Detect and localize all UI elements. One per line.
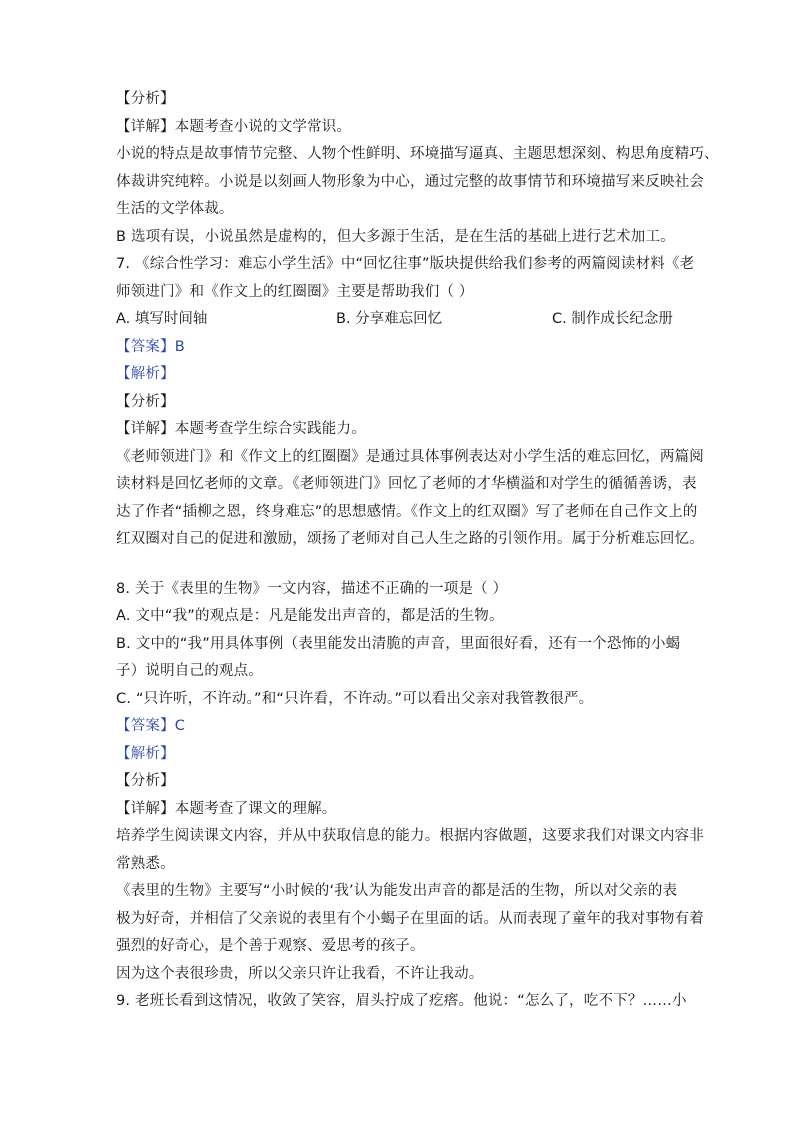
text-line: A. 文中“我”的观点是：凡是能发出声音的，都是活的生物。 xyxy=(116,608,504,624)
text-line: B. 文中的“我”用具体事例（表里能发出清脆的声音，里面很好看，还有一个恐怖的小蝎 xyxy=(116,635,681,652)
text-line: 常熟悉。 xyxy=(116,855,175,872)
option-c: C. 制作成长纪念册 xyxy=(552,311,673,327)
text-line: 极为好奇，并相信了父亲说的表里有个小蝎子在里面的话。从而表现了童年的我对事物有着 xyxy=(116,910,704,927)
option-a: A. 填写时间轴 xyxy=(116,311,208,327)
text-line: 【分析】 xyxy=(116,773,175,789)
option-b: B. 分享难忘回忆 xyxy=(336,311,443,327)
text-line: 体裁讲究纯粹。小说是以刻画人物形象为中心，通过完整的故事情节和环境描写来反映社会 xyxy=(116,173,704,190)
text-line: C. “只许听，不许动。”和“只许看，不许动。”可以看出父亲对我管教很严。 xyxy=(116,690,594,707)
paragraph-spacer xyxy=(116,556,678,578)
text-line: 红双圈对自己的促进和激励，颂扬了老师对自己人生之路的引领作用。属于分析难忘回忆。 xyxy=(116,531,704,547)
text-line: 9. 老班长看到这情况，收敛了笑容，眉头拧成了疙瘩。他说：“怎么了，吃不下？……小 xyxy=(116,993,687,1009)
answer-label: 【解析】 xyxy=(116,745,175,762)
text-line: 子）说明自己的观点。 xyxy=(116,663,263,679)
text-line: 师领进门》和《作文上的红圈圈》主要是帮助我们（ ） xyxy=(116,283,474,300)
text-line: 读材料是回忆老师的文章。《老师领进门》回忆了老师的才华横溢和对学生的循循善诱，表 xyxy=(116,476,697,492)
text-line: 【详解】本题考查学生综合实践能力。 xyxy=(116,421,366,437)
answer-label: 【解析】 xyxy=(116,366,175,382)
text-line: 《表里的生物》主要写“小时候的‘我’认为能发出声音的都是活的生物，所以对父亲的表 xyxy=(116,883,678,899)
text-line: 生活的文学体裁。 xyxy=(116,201,234,217)
text-line: 7. 《综合性学习：难忘小学生活》中“回忆往事”版块提供给我们参考的两篇阅读材料《老 xyxy=(116,256,695,272)
answer-label: 【答案】B xyxy=(116,338,185,355)
text-line: B 选项有误，小说虽然是虚构的，但大多源于生活，是在生活的基础上进行艺术加工。 xyxy=(116,228,675,245)
text-line: 【详解】本题考查了课文的理解。 xyxy=(116,800,337,817)
text-line: 8. 关于《表里的生物》一文内容，描述不正确的一项是（ ） xyxy=(116,580,508,597)
text-line: 达了作者“插柳之恩，终身难忘”的思想感情。《作文上的红双圈》写了老师在自己作文上的 xyxy=(116,503,698,520)
text-line: 强烈的好奇心，是个善于观察、爱思考的孩子。 xyxy=(116,938,425,954)
text-line: 《老师领进门》和《作文上的红圈圈》是通过具体事例表达对小学生活的难忘回忆，两篇阅 xyxy=(116,448,704,465)
text-line: 小说的特点是故事情节完整、人物个性鲜明、环境描写逼真、主题思想深刻、构思角度精巧、 xyxy=(116,146,719,162)
text-line: 【详解】本题考查小说的文学常识。 xyxy=(116,118,352,135)
answer-options xyxy=(116,308,678,330)
text-line: 因为这个表很珍贵，所以父亲只许让我看，不许让我动。 xyxy=(116,965,484,982)
document-page xyxy=(116,88,719,1018)
text-line: 【分析】 xyxy=(116,393,175,410)
text-line: 【分析】 xyxy=(116,91,175,107)
text-line: 培养学生阅读课文内容，并从中获取信息的能力。根据内容做题，这要求我们对课文内容非 xyxy=(116,828,704,844)
answer-label: 【答案】C xyxy=(116,718,186,734)
